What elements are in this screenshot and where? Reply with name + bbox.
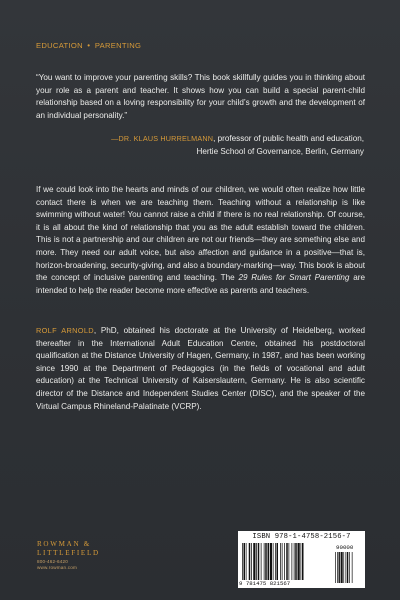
barcode-bar [286,543,288,580]
category-education: EDUCATION [36,41,83,50]
category-parenting: PARENTING [94,41,142,50]
price-addon-code: 90000 [336,544,354,551]
endorser-name: DR. KLAUS HURRELMANN [118,134,214,143]
category-separator: • [87,41,91,50]
publisher-name-line1: ROWMAN & [37,540,91,548]
book-description [36,184,365,297]
publisher-name-line2: LITTLEFIELD [37,549,100,558]
barcode-bar [251,543,252,580]
barcode-bar [282,543,283,580]
barcode-bar [295,543,297,580]
category-label [36,41,141,50]
barcode-bar [284,543,285,580]
barcode-addon-bar [349,552,350,583]
endorsement-quote: “You want to improve your parenting skills? This book skillfully guides you in thinking about your role as a parent and teacher. It shows how you can build a special parent-child relationship based on a loving responsibility for your child’s growth and the development of an individual personality.” [36,73,365,120]
endorser-affiliation: Hertie School of Governance, Berlin, Germany [196,146,364,156]
barcode-bar [294,543,295,580]
barcode-addon-bar [343,552,344,583]
barcode-bar [258,543,260,580]
author-bio-text: , PhD, obtained his doctorate at the University of Heidelberg, worked thereafter in the International Adult Education Centre, obtained his postdoctoral qualification at the Distance University of Hagen, Germany, in 1987, and has been working since 1990 at the Department of Pedagogics (in the fields of vocational and adult education) at the Technical University of Kaiserslautern, Germany. He is also scientific director of the Distance and Independent Studies Center (DISC), and the speaker of the Virtual Campus Rhineland-Palatinate (VCRP). [36,326,365,411]
description-text-1: If we could look into the hearts and minds of our children, we would often realize how little contact there is when we are teaching them. Teaching without a relationship is like swimming without water! You cannot raise a child if there is no real relationship. Of course, it is all about the kind of relationship that you as the adult establish toward the children. This is not a partnership and our children are not our friends—they are something else and more. They need our adult voice, but also affection and guidance in a positive—that is, horizon-broadening, security-giving, and also a boundary-marking—way. This book is about the concept of inclusive parenting and teaching. The [36,185,365,283]
barcode-bar [292,543,293,580]
barcode-addon-bar [335,552,336,583]
publisher-logo [37,540,147,571]
barcode-bar [242,543,243,580]
barcode-bar [277,543,279,580]
barcode-addon-bar [339,552,340,583]
barcode-addon-bar [352,552,353,583]
barcode-bar [298,543,300,580]
barcode-bar [264,543,265,580]
barcode-bar [270,543,272,580]
attribution-line [44,133,364,146]
barcode-addon-bar [337,552,338,583]
barcode-area [238,531,365,588]
barcode-addon-bar [347,552,348,583]
barcode-bar [261,543,262,580]
barcode-bar [246,543,247,580]
attribution-dash: — [111,134,119,143]
barcode-bar [275,543,276,580]
barcode-bar [249,543,251,580]
barcode-addon-bar [341,552,343,583]
barcode-bar [244,543,246,580]
barcode-bar [301,543,302,580]
barcode-bar [268,543,270,580]
author-name: ROLF ARNOLD [36,326,94,335]
barcode-bar [265,543,267,580]
isbn-label: ISBN 978-1-4758-2156-7 [252,533,351,541]
barcode-number: 9 781475 821567 [239,580,327,587]
author-bio [36,325,365,413]
publisher-phone: 800-462-6420 [37,558,69,564]
quote-attribution [44,133,364,158]
barcode-bar [280,543,281,580]
description-text-2: are intended to help the reader become more effective as parents and teachers. [36,273,365,295]
publisher-website: www.rowman.com [37,564,78,570]
barcode-bar [273,543,274,580]
barcode-bar [289,543,290,580]
barcode-bar [253,543,255,580]
endorser-title: , professor of public health and education, [213,134,364,143]
barcode-bar [302,543,304,580]
barcode-bar [256,543,257,580]
barcode-addon-bar [346,552,347,583]
endorser-name-block [111,134,213,143]
book-title-inline: 29 Rules for Smart Parenting [238,273,350,283]
